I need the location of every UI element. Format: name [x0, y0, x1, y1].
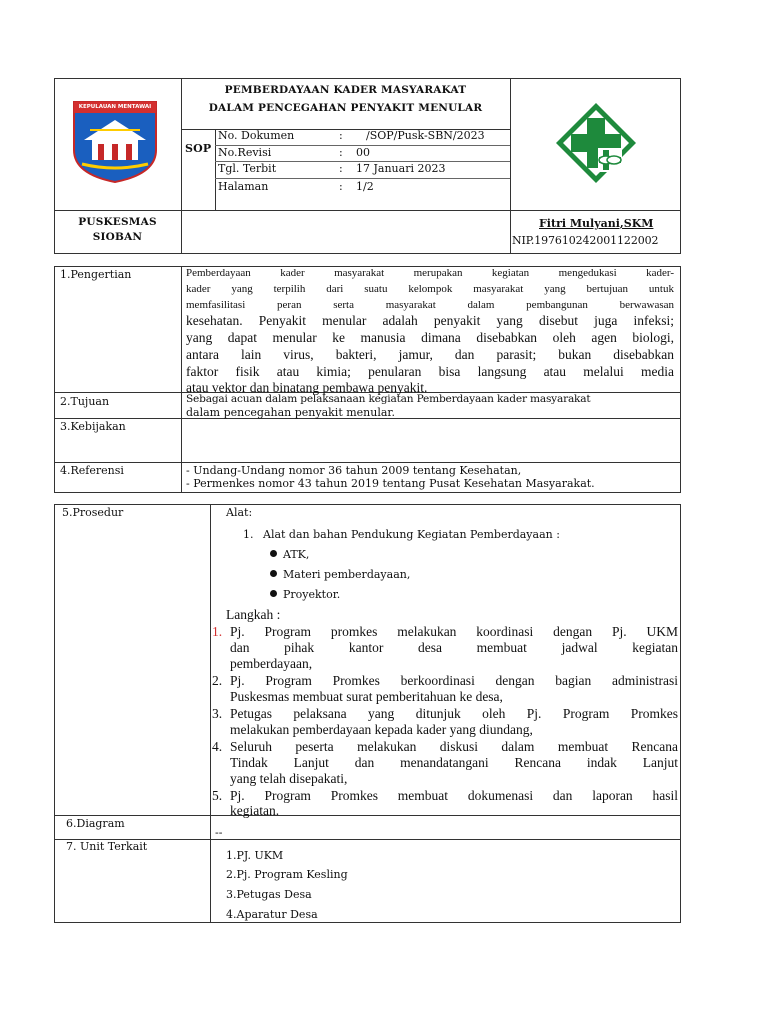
bullet-icon [270, 570, 277, 577]
meta-label: Tgl. Terbit [218, 162, 277, 175]
tujuan-line: dalam pencegahan penyakit menular. [186, 406, 395, 419]
alat-bullet: Materi pemberdayaan, [270, 568, 410, 581]
meta-label: No. Dokumen [218, 129, 295, 142]
unit-item: 4.Aparatur Desa [226, 908, 318, 921]
org-name-line2: SIOBAN [92, 231, 143, 243]
meta-sep: : [339, 129, 343, 142]
unit-item: 2.Pj. Program Kesling [226, 868, 348, 881]
section-label-unit-terkait: 7. Unit Terkait [66, 840, 148, 853]
step-line: Pj. Program Promkes berkoordinasi dengan bagian administrasi [230, 673, 678, 688]
step-number: 1. [212, 624, 223, 639]
referensi-line: - Permenkes nomor 43 tahun 2019 tentang Pusat Kesehatan Masyarakat. [186, 477, 595, 490]
langkah-label: Langkah : [226, 607, 281, 622]
sop-label: SOP [185, 142, 212, 155]
alat-bullet: ATK, [270, 548, 309, 561]
step-line: kegiatan. [230, 803, 280, 818]
meta-label: Halaman [218, 180, 269, 193]
step-line: dan pihak kantor desa membuat jadwal kegiatan [230, 640, 678, 655]
meta-sep: : [339, 162, 343, 175]
unit-item: 3.Petugas Desa [226, 888, 312, 901]
unit-item: 1.PJ. UKM [226, 849, 284, 862]
section-label-kebijakan: 3.Kebijakan [60, 420, 126, 433]
step-number: 4. [212, 739, 223, 754]
section-label-diagram: 6.Diagram [66, 817, 125, 830]
step-line: pemberdayaan, [230, 656, 313, 671]
step-line: Seluruh peserta melakukan diskusi dalam membuat Rencana [230, 739, 678, 754]
step-line: Pj. Program promkes melakukan koordinasi dengan Pj. UKM [230, 624, 678, 639]
section-label-pengertian: 1.Pengertian [60, 268, 132, 281]
tujuan-line: Sebagai acuan dalam pelaksanaan kegiatan Pemberdayaan kader masyarakat [186, 393, 591, 405]
meta-sep: : [339, 146, 343, 159]
meta-label: No.Revisi [218, 146, 272, 159]
alat-label: Alat: [226, 506, 253, 519]
section-label-tujuan: 2.Tujuan [60, 395, 110, 408]
meta-value: 1/2 [356, 180, 374, 193]
step-number: 2. [212, 673, 223, 688]
meta-sep: : [339, 180, 343, 193]
bullet-icon [270, 590, 277, 597]
doc-title-line2: DALAM PENCEGAHAN PENYAKIT MENULAR [208, 102, 483, 114]
step-line: Petugas pelaksana yang ditunjuk oleh Pj. Program Promkes [230, 706, 678, 721]
step-line: melakukan pemberdayaan kepada kader yang diundang, [230, 722, 533, 737]
meta-value: /SOP/Pusk-SBN/2023 [366, 129, 485, 142]
step-line: yang telah disepakati, [230, 771, 348, 786]
meta-value: 00 [356, 146, 370, 159]
doc-title-line1: PEMBERDAYAAN KADER MASYARAKAT [224, 84, 467, 96]
alat-item: Alat dan bahan Pendukung Kegiatan Pemberdayaan : [263, 528, 560, 541]
alat-bullet: Proyektor. [270, 588, 340, 601]
logo-banner-text: KEPULAUAN MENTAWAI [78, 104, 152, 110]
step-number: 3. [212, 706, 223, 721]
step-number: 5. [212, 788, 223, 803]
diagram-value: -- [215, 826, 223, 839]
step-line: Tindak Lanjut dan menandatangani Rencana indak Lanjut [230, 755, 678, 770]
puskesmas-logo [553, 100, 639, 186]
alat-item-number: 1. [243, 528, 254, 541]
signer-nip: NIP.197610242001122002 [512, 234, 659, 247]
regency-logo [70, 100, 160, 184]
section-label-prosedur: 5.Prosedur [62, 506, 124, 519]
referensi-line: - Undang-Undang nomor 36 tahun 2009 tentang Kesehatan, [186, 464, 522, 477]
signer-name: Fitri Mulyani,SKM [539, 217, 654, 230]
step-line: Puskesmas membuat surat pemberitahuan ke desa, [230, 689, 503, 704]
bullet-icon [270, 550, 277, 557]
step-line: Pj. Program Promkes membuat dokumenasi dan laporan hasil [230, 788, 678, 803]
section-label-referensi: 4.Referensi [60, 464, 124, 477]
org-name-line1: PUSKESMAS [78, 216, 157, 228]
meta-value: 17 Januari 2023 [356, 162, 446, 175]
